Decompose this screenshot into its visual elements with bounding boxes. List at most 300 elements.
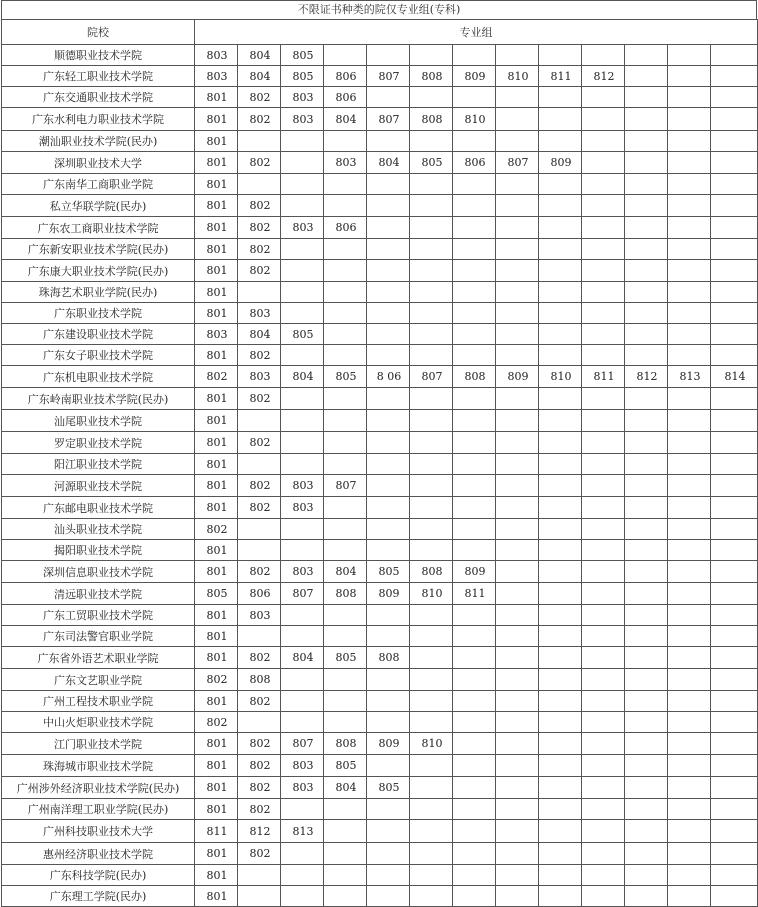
group-code-cell [496,195,539,217]
group-code-cell [582,195,625,217]
group-code-cell: 802 [238,87,281,108]
group-code-cell [625,108,668,131]
group-code-cell: 803 [195,66,238,87]
group-code-cell [410,843,453,865]
table-row [2,519,758,540]
group-code-cell: 807 [367,66,410,87]
group-code-cell [238,626,281,647]
group-code-cell [539,87,582,108]
group-code-cell: 801 [195,174,238,195]
group-code-cell: 808 [410,66,453,87]
group-code-cell: 803 [281,475,324,497]
group-code-cell [281,174,324,195]
group-code-cell [410,432,453,454]
group-code-cell [453,87,496,108]
group-code-cell [453,388,496,410]
group-code-cell: 810 [410,733,453,755]
group-code-cell [539,239,582,260]
group-code-cell [582,497,625,519]
school-name-cell: 揭阳职业技术学院 [2,540,195,561]
school-name-cell: 广州涉外经济职业技术学院(民办) [2,777,195,799]
school-name-cell: 广东邮电职业技术学院 [2,497,195,519]
group-code-cell [539,777,582,799]
school-name-cell: 中山火炬职业技术学院 [2,712,195,733]
group-code-cell [711,239,758,260]
group-code-cell [668,583,711,605]
group-code-cell [539,669,582,691]
group-code-cell [711,260,758,282]
group-code-cell [324,669,367,691]
school-name-cell: 广东科技学院(民办) [2,865,195,886]
group-code-cell [582,799,625,820]
group-code-cell: 801 [195,626,238,647]
group-code-cell [367,195,410,217]
group-code-cell [410,345,453,366]
group-code-cell [367,131,410,152]
group-code-cell [582,260,625,282]
group-code-cell: 807 [324,475,367,497]
group-code-cell [582,217,625,239]
group-code-cell [582,239,625,260]
group-code-cell: 804 [367,152,410,174]
group-code-cell [711,282,758,303]
group-code-cell [625,865,668,886]
group-code-cell [668,345,711,366]
group-code-cell: 801 [195,303,238,324]
group-code-cell [625,647,668,669]
group-code-cell [238,282,281,303]
group-code-cell [410,45,453,66]
group-code-cell [539,217,582,239]
group-code-cell [238,886,281,907]
group-code-cell [625,388,668,410]
group-code-cell [453,843,496,865]
group-code-cell [410,777,453,799]
school-name-cell: 广东南华工商职业学院 [2,174,195,195]
group-code-cell [539,865,582,886]
group-code-cell [711,712,758,733]
table-row [2,497,758,519]
group-code-cell [711,388,758,410]
group-code-cell [625,410,668,432]
group-code-cell [324,388,367,410]
group-code-cell [367,843,410,865]
group-code-cell: 809 [367,583,410,605]
table-row [2,239,758,260]
group-code-cell [367,217,410,239]
group-code-cell [625,519,668,540]
school-name-cell: 河源职业技术学院 [2,475,195,497]
group-code-cell [625,475,668,497]
group-code-cell: 801 [195,733,238,755]
group-code-cell [711,108,758,131]
group-code-cell [539,174,582,195]
group-code-cell [625,239,668,260]
group-code-cell [496,519,539,540]
group-code-cell [539,583,582,605]
group-code-cell [496,260,539,282]
group-code-cell: 814 [711,366,758,388]
group-code-cell: 801 [195,87,238,108]
table-row [2,799,758,820]
group-code-cell: 801 [195,282,238,303]
group-code-cell [367,303,410,324]
group-code-cell [711,733,758,755]
group-code-cell [582,475,625,497]
table-row [2,733,758,755]
group-code-cell: 805 [324,647,367,669]
group-code-cell: 803 [281,755,324,777]
table-row [2,865,758,886]
group-code-cell [625,345,668,366]
group-code-cell [711,519,758,540]
group-code-cell: 810 [453,108,496,131]
group-code-cell [410,87,453,108]
group-code-cell: 802 [238,843,281,865]
group-code-cell [324,174,367,195]
group-code-cell: 810 [539,366,582,388]
group-code-cell [410,647,453,669]
group-code-cell [324,195,367,217]
group-code-cell: 802 [238,755,281,777]
group-code-cell [453,519,496,540]
group-code-cell [281,691,324,712]
table-row [2,217,758,239]
group-code-cell: 807 [410,366,453,388]
school-name-cell: 广东建设职业技术学院 [2,324,195,345]
group-code-cell [625,432,668,454]
group-code-cell [711,345,758,366]
group-code-cell [582,647,625,669]
group-code-cell [496,217,539,239]
group-code-cell [453,669,496,691]
group-code-cell: 802 [238,561,281,583]
group-code-cell [496,691,539,712]
group-code-cell [496,497,539,519]
group-code-cell [668,691,711,712]
group-code-cell [711,605,758,626]
group-code-cell [453,454,496,475]
school-name-cell: 私立华联学院(民办) [2,195,195,217]
group-code-cell: 802 [238,217,281,239]
group-code-cell [625,691,668,712]
group-code-cell [496,388,539,410]
group-code-cell: 801 [195,561,238,583]
group-code-cell [496,345,539,366]
group-code-cell [367,45,410,66]
group-code-cell: 813 [281,820,324,843]
group-code-cell [367,540,410,561]
group-code-cell [711,799,758,820]
group-code-cell [668,820,711,843]
group-code-cell [668,217,711,239]
group-code-cell: 801 [195,195,238,217]
group-code-cell [367,410,410,432]
group-code-cell: 805 [195,583,238,605]
table-row [2,131,758,152]
group-code-cell [668,519,711,540]
group-code-cell [711,647,758,669]
group-code-cell [453,217,496,239]
group-code-cell: 802 [195,712,238,733]
group-code-cell [539,454,582,475]
group-code-cell: 801 [195,865,238,886]
group-code-cell [625,540,668,561]
table-title: 不限证书种类的院仅专业组(专科) [1,0,757,19]
group-code-cell [539,561,582,583]
group-code-cell: 811 [582,366,625,388]
group-code-cell: 801 [195,647,238,669]
group-code-cell: 802 [238,647,281,669]
group-code-cell [281,239,324,260]
group-code-cell: 805 [281,45,324,66]
group-code-cell: 806 [324,66,367,87]
group-code-cell [625,66,668,87]
group-code-cell: 805 [367,777,410,799]
group-code-cell [453,605,496,626]
group-code-cell [539,282,582,303]
group-code-cell: 802 [195,366,238,388]
group-code-cell [668,87,711,108]
table-row [2,87,758,108]
group-code-cell [410,303,453,324]
group-code-cell: 808 [453,366,496,388]
group-code-cell [625,777,668,799]
group-code-cell [711,66,758,87]
group-code-cell [281,626,324,647]
group-code-cell [625,174,668,195]
group-code-cell [711,475,758,497]
school-name-cell: 深圳职业技术大学 [2,152,195,174]
group-code-cell [324,282,367,303]
group-code-cell [496,239,539,260]
group-code-cell [453,865,496,886]
group-code-cell [711,691,758,712]
group-code-cell [625,561,668,583]
school-name-cell: 广东轻工职业技术学院 [2,66,195,87]
group-code-cell [453,712,496,733]
group-code-cell [582,605,625,626]
school-name-cell: 广东农工商职业技术学院 [2,217,195,239]
group-code-cell: 803 [238,605,281,626]
group-code-cell [324,497,367,519]
group-code-cell [453,691,496,712]
group-code-cell: 803 [195,45,238,66]
group-code-cell [453,239,496,260]
group-code-cell: 802 [238,108,281,131]
group-code-cell: 801 [195,410,238,432]
table-row [2,324,758,345]
group-code-cell [625,712,668,733]
group-code-cell [711,324,758,345]
group-code-cell: 808 [410,108,453,131]
group-code-cell [453,131,496,152]
group-code-cell [582,324,625,345]
group-code-cell [582,886,625,907]
group-code-cell [453,733,496,755]
group-code-cell: 802 [238,152,281,174]
group-code-cell: 812 [625,366,668,388]
group-code-cell [668,712,711,733]
group-code-cell [668,195,711,217]
group-code-cell [324,45,367,66]
group-code-cell [324,820,367,843]
group-code-cell [281,388,324,410]
group-code-cell [367,260,410,282]
group-code-cell [668,174,711,195]
group-code-cell [367,886,410,907]
group-code-cell: 806 [324,87,367,108]
school-name-cell: 广东省外语艺术职业学院 [2,647,195,669]
school-name-cell: 广东司法警官职业学院 [2,626,195,647]
group-code-cell: 808 [367,647,410,669]
group-code-cell [496,45,539,66]
school-name-cell: 广州科技职业技术大学 [2,820,195,843]
group-code-cell: 801 [195,454,238,475]
group-code-cell: 801 [195,777,238,799]
group-code-cell: 803 [281,777,324,799]
table-row [2,108,758,131]
group-code-cell [582,45,625,66]
group-code-cell [410,131,453,152]
school-name-cell: 广州南洋理工职业学院(民办) [2,799,195,820]
group-code-cell [281,799,324,820]
group-code-cell [238,131,281,152]
group-code-cell [281,669,324,691]
group-code-cell: 801 [195,475,238,497]
group-code-cell [324,260,367,282]
group-code-cell [582,174,625,195]
group-code-cell [539,324,582,345]
group-code-cell [539,733,582,755]
group-code-cell [410,691,453,712]
group-code-cell: 812 [238,820,281,843]
table-row [2,691,758,712]
group-code-cell [625,497,668,519]
school-name-cell: 汕头职业技术学院 [2,519,195,540]
group-code-cell [324,303,367,324]
group-code-cell [324,540,367,561]
group-code-cell [281,605,324,626]
group-code-cell [410,388,453,410]
group-code-cell [539,691,582,712]
group-code-cell [367,755,410,777]
group-code-cell [625,87,668,108]
group-code-cell: 802 [238,432,281,454]
group-code-cell: 803 [238,303,281,324]
group-code-cell [582,583,625,605]
group-code-cell: 801 [195,843,238,865]
group-code-cell [582,152,625,174]
group-code-cell [539,475,582,497]
group-code-cell [324,324,367,345]
group-code-cell: 803 [324,152,367,174]
group-code-cell: 802 [238,239,281,260]
group-code-cell [582,626,625,647]
group-code-cell: 805 [324,366,367,388]
group-code-cell: 803 [281,561,324,583]
group-code-cell [711,217,758,239]
group-code-cell: 801 [195,497,238,519]
group-code-cell: 801 [195,131,238,152]
group-code-cell [367,239,410,260]
group-code-cell [324,626,367,647]
group-code-cell [496,820,539,843]
group-code-cell [625,820,668,843]
group-code-cell [625,605,668,626]
group-code-cell: 804 [281,647,324,669]
group-code-cell [668,388,711,410]
group-code-cell [711,865,758,886]
group-code-cell: 802 [195,519,238,540]
group-code-cell [625,217,668,239]
group-code-cell: 802 [238,195,281,217]
group-code-cell [238,519,281,540]
group-code-cell [711,432,758,454]
group-code-cell [625,324,668,345]
group-code-cell [410,217,453,239]
group-code-cell [711,583,758,605]
group-code-cell [453,497,496,519]
group-code-cell [668,799,711,820]
group-code-cell [410,865,453,886]
group-code-cell [410,410,453,432]
group-code-cell [582,733,625,755]
group-code-cell: 806 [453,152,496,174]
group-code-cell [453,345,496,366]
group-code-cell: 803 [238,366,281,388]
group-code-cell [582,432,625,454]
group-code-cell [410,886,453,907]
table-row [2,410,758,432]
group-code-cell [582,755,625,777]
table-row [2,843,758,865]
group-code-cell [582,410,625,432]
group-code-cell [367,519,410,540]
group-code-cell [410,174,453,195]
group-code-cell [668,497,711,519]
group-code-cell [582,388,625,410]
group-code-cell [281,345,324,366]
group-code-cell [324,519,367,540]
group-code-cell [496,755,539,777]
group-code-cell [668,626,711,647]
group-code-cell [410,799,453,820]
group-code-cell [539,647,582,669]
group-code-cell [539,712,582,733]
group-code-cell: 804 [324,108,367,131]
group-code-cell: 802 [238,345,281,366]
admissions-table [1,19,758,907]
group-code-cell: 801 [195,691,238,712]
table-row [2,45,758,66]
group-code-cell: 805 [281,324,324,345]
group-code-cell [238,174,281,195]
group-code-cell [668,540,711,561]
group-code-cell [539,108,582,131]
group-code-cell: 801 [195,217,238,239]
group-code-cell [453,410,496,432]
group-code-cell [496,669,539,691]
group-code-cell [496,87,539,108]
group-code-cell: 809 [539,152,582,174]
group-code-cell [539,388,582,410]
group-code-cell: 801 [195,432,238,454]
table-row [2,820,758,843]
group-code-cell [324,691,367,712]
group-code-cell: 811 [539,66,582,87]
group-code-cell [410,712,453,733]
